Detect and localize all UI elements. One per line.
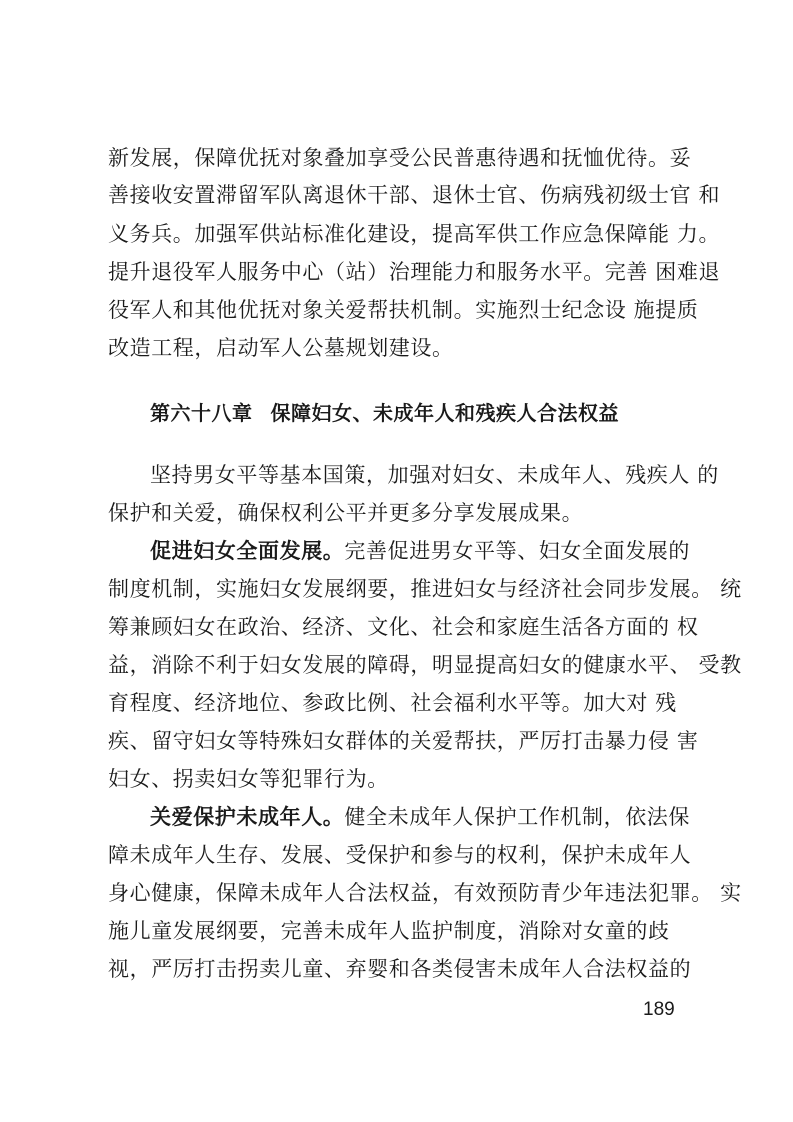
- text-line: 视，严厉打击拐卖儿童、弃婴和各类侵害未成年人合法权益的: [108, 957, 692, 981]
- text-line: 坚持男女平等基本国策，加强对妇女、未成年人、残疾人 的: [150, 463, 719, 487]
- text-line: 改造工程，启动军人公墓规划建设。: [108, 336, 454, 360]
- text-line: 新发展，保障优抚对象叠加享受公民普惠待遇和抚恤优待。妥: [108, 146, 692, 170]
- text-line: 筹兼顾妇女在政治、经济、文化、社会和家庭生活各方面的 权: [108, 615, 699, 639]
- text-line: 身心健康，保障未成年人合法权益，有效预防青少年违法犯罪。 实: [108, 881, 742, 905]
- text-line: 善接收安置滞留军队离退休干部、退休士官、伤病残初级士官 和: [108, 183, 721, 207]
- text-line: 保护和关爱，确保权利公平并更多分享发展成果。: [108, 501, 584, 525]
- chapter-heading: [150, 398, 619, 428]
- text-line: 施儿童发展纲要，完善未成年人监护制度，消除对女童的歧: [108, 919, 670, 943]
- text-line: 疾、留守妇女等特殊妇女群体的关爱帮扶，严厉打击暴力侵 害: [108, 729, 699, 753]
- page-number: 189: [643, 999, 675, 1020]
- text-line: [150, 536, 710, 566]
- text-line: 障未成年人生存、发展、受保护和参与的权利，保护未成年人: [108, 843, 692, 867]
- paragraph-text: 健全未成年人保护工作机制，依法保: [344, 805, 691, 829]
- paragraph-text: 完善促进男女平等、妇女全面发展的: [344, 539, 691, 563]
- chapter-number: 第六十八章: [150, 401, 253, 425]
- chapter-title: 保障妇女、未成年人和残疾人合法权益: [270, 401, 619, 425]
- text-line: 制度机制，实施妇女发展纲要，推进妇女与经济社会同步发展。 统: [108, 577, 742, 601]
- text-line: 役军人和其他优抚对象关爱帮扶机制。实施烈士纪念设 施提质: [108, 298, 699, 322]
- text-line: 提升退役军人服务中心（站）治理能力和服务水平。完善 困难退: [108, 260, 721, 284]
- text-line: 妇女、拐卖妇女等犯罪行为。: [108, 767, 389, 791]
- paragraph-lead: 促进妇女全面发展。: [150, 538, 345, 563]
- text-line: 益，消除不利于妇女发展的障碍，明显提高妇女的健康水平、 受教: [108, 653, 742, 677]
- text-line: [150, 802, 710, 832]
- text-line: 义务兵。加强军供站标准化建设，提高军供工作应急保障能 力。: [108, 222, 721, 246]
- paragraph-lead: 关爱保护未成年人。: [150, 804, 345, 829]
- text-line: 育程度、经济地位、参政比例、社会福利水平等。加大对 残: [108, 691, 677, 715]
